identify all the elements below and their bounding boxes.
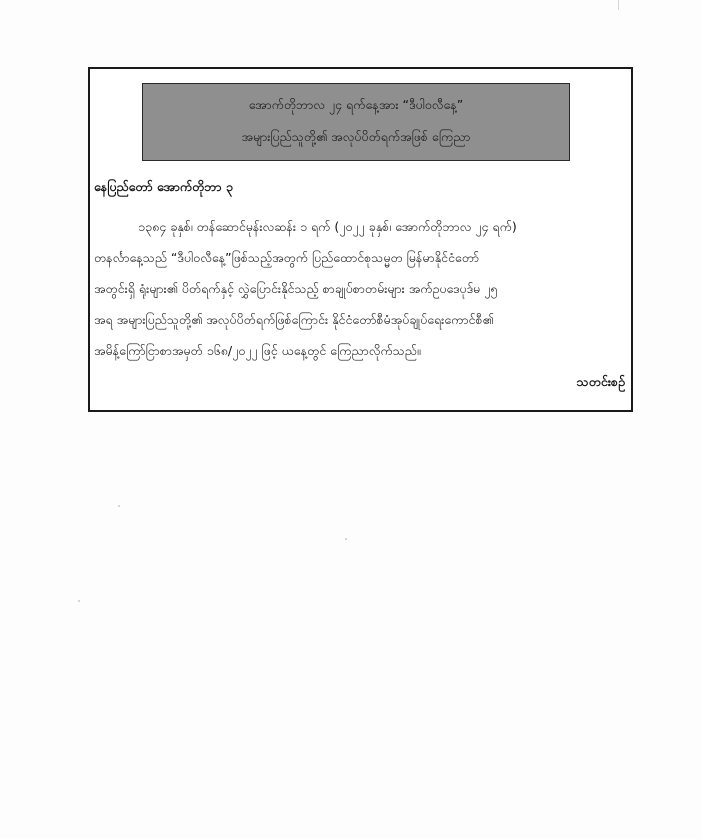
dateline: နေပြည်တော် အောက်တိုဘာ ၃ bbox=[94, 179, 233, 194]
scan-edge-mark bbox=[618, 0, 619, 10]
signature: သတင်းစဉ် bbox=[576, 374, 625, 389]
header-line-1: အောက်တိုဘာလ ၂၄ ရက်နေ့အား “ဒီပါဝလီနေ့” bbox=[248, 97, 464, 112]
body-line: ၁၃၈၄ ခုနှစ်၊ တန်ဆောင်မုန်းလဆန်း ၁ ရက် (၂၀၂၂ ခုနှစ်၊ အောက်တိုဘာလ ၂၄ ရက်) bbox=[138, 219, 517, 234]
scan-speck bbox=[78, 600, 80, 602]
body-line: တနင်္လာနေ့သည် “ဒီပါဝလီနေ့”ဖြစ်သည့်အတွက် ပြည်ထောင်စုသမ္မတ မြန်မာနိုင်ငံတော် bbox=[94, 250, 480, 265]
body-line: အရ အများပြည်သူတို့၏ အလုပ်ပိတ်ရက်ဖြစ်ကြောင်း နိုင်ငံတော်စီမံအုပ်ချုပ်ရေးကောင်စီ၏ bbox=[94, 312, 494, 327]
scan-speck bbox=[345, 538, 347, 540]
scan-speck bbox=[118, 505, 120, 507]
announcement-body bbox=[94, 211, 624, 366]
body-line: အတွင်းရှိ ရုံးများ၏ ပိတ်ရက်နှင့် လွှဲပြောင်းနိုင်သည့် စာချုပ်စာတမ်းများ အက်ဥပဒေပုဒ်မ ၂၅ bbox=[94, 281, 498, 296]
header-line-2: အများပြည်သူတို့၏ အလုပ်ပိတ်ရက်အဖြစ် ကြေညာ bbox=[241, 129, 471, 144]
body-line: အမိန့်ကြော်ငြာစာအမှတ် ၁၆၈/၂၀၂၂ ဖြင့် ယနေ့တွင် ကြေညာလိုက်သည်။ bbox=[94, 343, 421, 358]
announcement-header bbox=[142, 83, 570, 161]
announcement-box bbox=[88, 67, 633, 412]
